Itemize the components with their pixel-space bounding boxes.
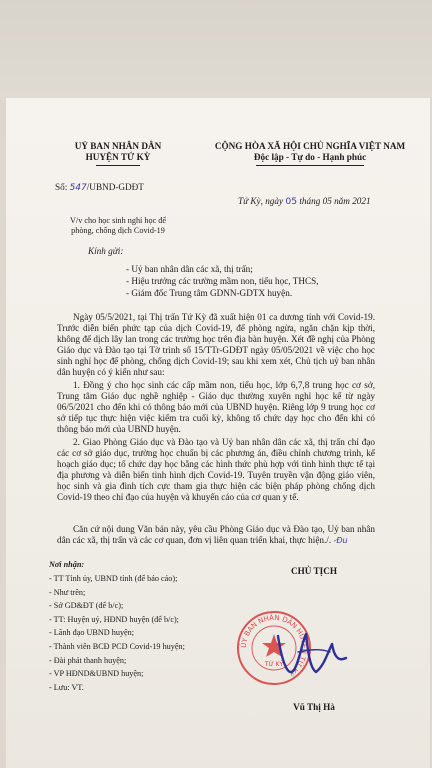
issuer-line1: UỶ BAN NHÂN DÂN (74, 141, 162, 151)
doc-number (55, 182, 144, 194)
issuer-line2: HUYỆN TỨ KỲ (85, 152, 151, 162)
distribution-item-1: - TT Tỉnh ủy, UBND tỉnh (để báo cáo); (49, 574, 178, 583)
handwritten-signature (268, 622, 358, 686)
distribution-item-8: - VP HĐND&UBND huyện; (49, 669, 144, 678)
signer-name: Vũ Thị Hà (293, 702, 335, 712)
signature-title: CHỦ TỊCH (290, 566, 338, 576)
distribution-item-9: - Lưu: VT. (49, 683, 84, 692)
stamp-ring-text: ỦY BAN NHÂN DÂN HUYỆN TỨ KỲ (239, 613, 309, 678)
distribution-item-6: - Thành viên BCĐ PCD Covid-19 huyện; (49, 642, 185, 651)
recipient-3: - Giám đốc Trung tâm GDNN-GDTX huyện. (126, 288, 293, 298)
date-day-handwritten: 05 (285, 196, 298, 207)
date-line (238, 196, 371, 207)
doc-number-prefix: Số: (55, 182, 68, 192)
body-closing (57, 524, 375, 546)
distribution-item-7: - Đài phát thanh huyện; (49, 656, 127, 665)
background-surface (0, 0, 432, 100)
distribution-item-3: - Sở GD&ĐT (để b/c); (49, 601, 124, 610)
nation-line2: Độc lập - Tự do - Hạnh phúc (253, 152, 367, 162)
nation-line1: CỘNG HÒA XÃ HỘI CHỦ NGHĨA VIỆT NAM (214, 141, 406, 151)
recipient-1: - Uỷ ban nhân dân các xã, thị trấn; (126, 264, 253, 274)
recipient-2: - Hiệu trưởng các trường mầm non, tiểu học, THCS, (126, 276, 319, 286)
distribution-title: Nơi nhận: (49, 560, 85, 569)
salutation: Kính gửi: (88, 246, 124, 256)
distribution-item-2: - Như trên; (49, 588, 86, 597)
stamp-center-text: TỨ KỲ (264, 661, 284, 668)
issuer-underline (96, 165, 140, 166)
date-before-day: Tứ Kỳ, ngày (238, 196, 284, 206)
doc-number-suffix: /UBND-GDĐT (86, 182, 144, 192)
body-intro: Ngày 05/5/2021, tại Thị trấn Tứ Kỳ đã xuất hiện 01 ca dương tính với Covid-19. Trước diễn biến phức tạp của dịch Covid-19, để phòng ngừa, ngăn chặn kịp thời, không để dịch lây lan trong các trường học trên địa bàn huyện. Xét đề nghị của Phòng Giáo dục và Đào tạo tại Tờ trình số 15/TTr-GDĐT ngày 05/05/2021 về việc cho học sinh nghỉ học để phòng, chống dịch Covid-19; sau khi xem xét, Chủ tịch uỷ ban nhân dân huyện có ý kiến như sau: (57, 312, 375, 377)
closing-handwritten-mark: -Đu (333, 536, 348, 545)
distribution-item-5: - Lãnh đạo UBND huyện; (49, 628, 135, 637)
distribution-item-4: - TT: Huyện uỷ, HĐND huyện (để b/c); (49, 615, 179, 624)
subject-line1: V/v cho học sinh nghỉ học để (70, 216, 166, 225)
subject-line2: phòng, chống dịch Covid-19 (71, 226, 165, 235)
motto-underline (256, 165, 364, 166)
body-item-2: 2. Giao Phòng Giáo dục và Đào tạo và Uỷ ban nhân dân các xã, thị trấn chỉ đạo các cơ sở giáo dục, trường học chuẩn bị các phương án, điều chỉnh chương trình, kế hoạch giáo dục; tổ chức dạy học bằng các hình thức phù hợp với tình hình thực tế tại địa phương và diễn biến tình hình dịch Covid-19. Tuyên truyền vận động giáo viên, học sinh và gia đình tích cực tham gia thực hiện các biện pháp phòng chống dịch Covid-19 theo chỉ đạo của huyện và khuyến cáo của cơ quan y tế. (57, 437, 375, 502)
doc-number-handwritten: 547 (69, 183, 87, 193)
body-closing-text: Căn cứ nội dung Văn bản này, yêu cầu Phòng Giáo dục và Đào tạo, Uỷ ban nhân dân các xã, thị trấn và các cơ quan, đơn vị liên quan triển khai, thực hiện./. (57, 524, 375, 545)
body-item-1: 1. Đồng ý cho học sinh các cấp mầm non, tiểu học, lớp 6,7,8 trung học cơ sở, Trung tâm Giáo dục nghề nghiệp - Giáo dục thường xuyên nghỉ học kể từ ngày 06/5/2021 cho đến khi có thông báo mới của UBND huyện. Riêng lớp 9 trung học cơ sở tiếp tục thực hiện việc kiểm tra cuối kỳ, không tổ chức dạy học cho đến khi có thông báo mới của UBND huyện. (57, 380, 375, 434)
date-rest: tháng 05 năm 2021 (299, 196, 371, 206)
